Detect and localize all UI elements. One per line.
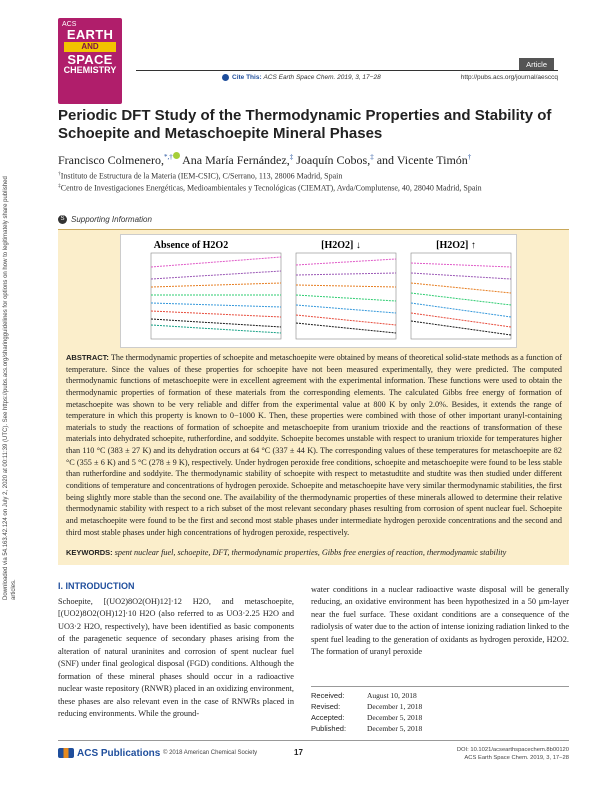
supporting-information-link[interactable]: S Supporting Information [58,215,152,224]
toc-panel-title: [H2O2] ↑ [436,240,476,251]
toc-panel-title: Absence of H2O2 [153,240,229,251]
doi-link[interactable]: DOI: 10.1021/acsearthspacechem.8b00120 [456,747,569,753]
doi-block [457,746,569,762]
history-row: Accepted: December 5, 2018 [311,712,423,722]
body-column-right: water conditions in a nuclear radioactive waste disposal will be generally reducing, an oxidative environment has been hypothesized in a 50 μm-layer near the fuel surface. These oxidant conditions are a consequence of the radiolysis of water due to the action of intense ionizing radiation linked to the spent fuel leading to the generation of oxidants as hydrogen peroxide, H2O2. The formation of uranyl peroxide [311,585,569,657]
affiliation: ‡Centro de Investigaciones Energéticas, Medioambientales y Tecnológicas (CIEMAT), Avda/Complutense, 40, 28040 Madrid, Spain [58,183,482,193]
author[interactable]: and Vicente Timón [376,153,468,167]
toc-panel-title: [H2O2] ↓ [321,240,361,251]
article-type-tag: Article [519,58,554,71]
keywords: KEYWORDS: spent nuclear fuel, schoepite, DFT, thermodynamic properties, Gibbs free energies of reaction, thermodynamic stability [66,548,507,557]
footer-rule [58,740,569,741]
history-row: Revised: December 1, 2018 [311,701,423,711]
toc-plots [121,235,516,347]
toc-graphic [120,234,517,348]
download-note: Downloaded via 54.163.42.124 on July 2, 2020 at 00:11:39 (UTC). See https://pubs.acs.org/sharingguidelines for options on how to legitimately share published articles. [3,176,18,600]
history-row: Published: December 5, 2018 [311,723,423,733]
page-number: 17 [294,748,303,757]
cite-short: ACS Earth Space Chem. 2019, 3, 17−28 [464,755,569,762]
author-list: Francisco Colmenero,*,† Ana María Fernández,‡ Joaquín Cobos,‡ and Vicente Timón† [58,153,472,167]
supporting-info-icon: S [58,215,67,224]
affiliation: †Instituto de Estructura de la Materia (IEM-CSIC), C/Serrano, 113, 28006 Madrid, Spain [58,171,343,181]
publisher-logo[interactable]: ACS Publications [58,748,160,759]
abstract-box [58,229,569,565]
acs-logo-icon [58,748,74,758]
orcid-icon[interactable] [173,152,180,159]
toc-panel-1 [151,240,281,339]
author[interactable]: Francisco Colmenero, [58,153,164,167]
journal-logo: ACS EARTH AND SPACE CHEMISTRY [58,18,122,104]
paper-title: Periodic DFT Study of the Thermodynamic Properties and Stability of Schoepite and Metaschoepite Mineral Phases [58,107,552,142]
cite-icon [222,74,229,81]
author[interactable]: Ana María Fernández, [182,153,290,167]
section-heading: I. INTRODUCTION [58,581,135,591]
history-row: Received: August 10, 2018 [311,691,417,700]
toc-panel-2 [296,240,396,339]
article-history [311,686,569,735]
copyright: © 2018 American Chemical Society [163,750,258,756]
header-rule [136,70,558,71]
abstract-text: ABSTRACT: The thermodynamic properties of schoepite and metaschoepite were obtained by means of theoretical solid-state methods as a function of temperature. Since the values of these properties for schoepite have not been measured experimentally, they were predicted. The computed thermodynamic functions of metaschoepite were in excellent agreement with the experimental information. These functions were used to obtain the thermodynamic properties of formation of these materials from the corresponding elements. The calculated Gibbs free energy of formation of metaschoepite was shown to be very reliable and differ from the experimental value at 800 K by only 2.0%. Besides, it extends the range of temperature in which this property is known to 0−1000 K. Then, these properties were combined with those of other important uranyl-containing materials to study the reactions of formation of schoepite and metaschoepite from uranium trioxide and the reactions of transformation of these materials into dehydrated schoepite, rutherfordine, and soddyite. Schoepite becomes unstable with respect to uranium trioxide for temperatures higher than 110 °C (383 ± 27 K) and its dehydration occurs at 64 °C (337 ± 44 K). The corresponding values of these temperatures for metaschoepite are 82 °C (355 ± 6 K) and 5 °C (278 ± 9 K), respectively. Under hydrogen peroxide free conditions, schoepite and metaschoepite were found to be less stable than rutherfordine and soddyite. The thermodynamic stability of schoepite with respect to metastudtite and studtite was then studied under different conditions of temperature and concentrations of hydrogen peroxide. Schoepite and metaschoepite have very similar thermodynamic stabilities, the first being slightly more stable than the second one. The availability of the thermodynamic properties of these minerals allowed to determine their relative thermodynamic stability with respect to a rich subset of the most relevant secondary phases resulting from corrosion of spent nuclear fuel. Schoepite and metaschoepite were found to be the first and second most stable phases under intermediate hydrogen peroxide concentrations and the second and third most stable phases under high concentrations of hydrogen peroxide, respectively. [66,353,562,537]
journal-url[interactable]: http://pubs.acs.org/journal/aesccq [460,74,558,81]
toc-panel-3 [411,240,511,339]
author[interactable]: Joaquín Cobos, [296,153,371,167]
cite-this[interactable]: Cite This: ACS Earth Space Chem. 2019, 3, 17−28 [222,74,381,81]
body-column-left: Schoepite, [(UO2)8O2(OH)12]·12 H2O, and metaschoepite, [(UO2)8O2(OH)12]·10 H2O (also referred to as UO3·2.25 H2O and UO3·2 H2O, respectively), have been identified as basic components of the paragenetic sequence of secondary phases arising from the alteration of natural uraninites and corrosion of spent nuclear fuel (SNF) under final geological disposal (FGD) conditions. Although the formation of these mineral phases should occur in a radioactive nuclear waste repository (RNWR) placed in an oxidizing environment, these phases are also relevant even in the case of RNWRs placed in reducing environments. While the ground- [58,597,294,718]
